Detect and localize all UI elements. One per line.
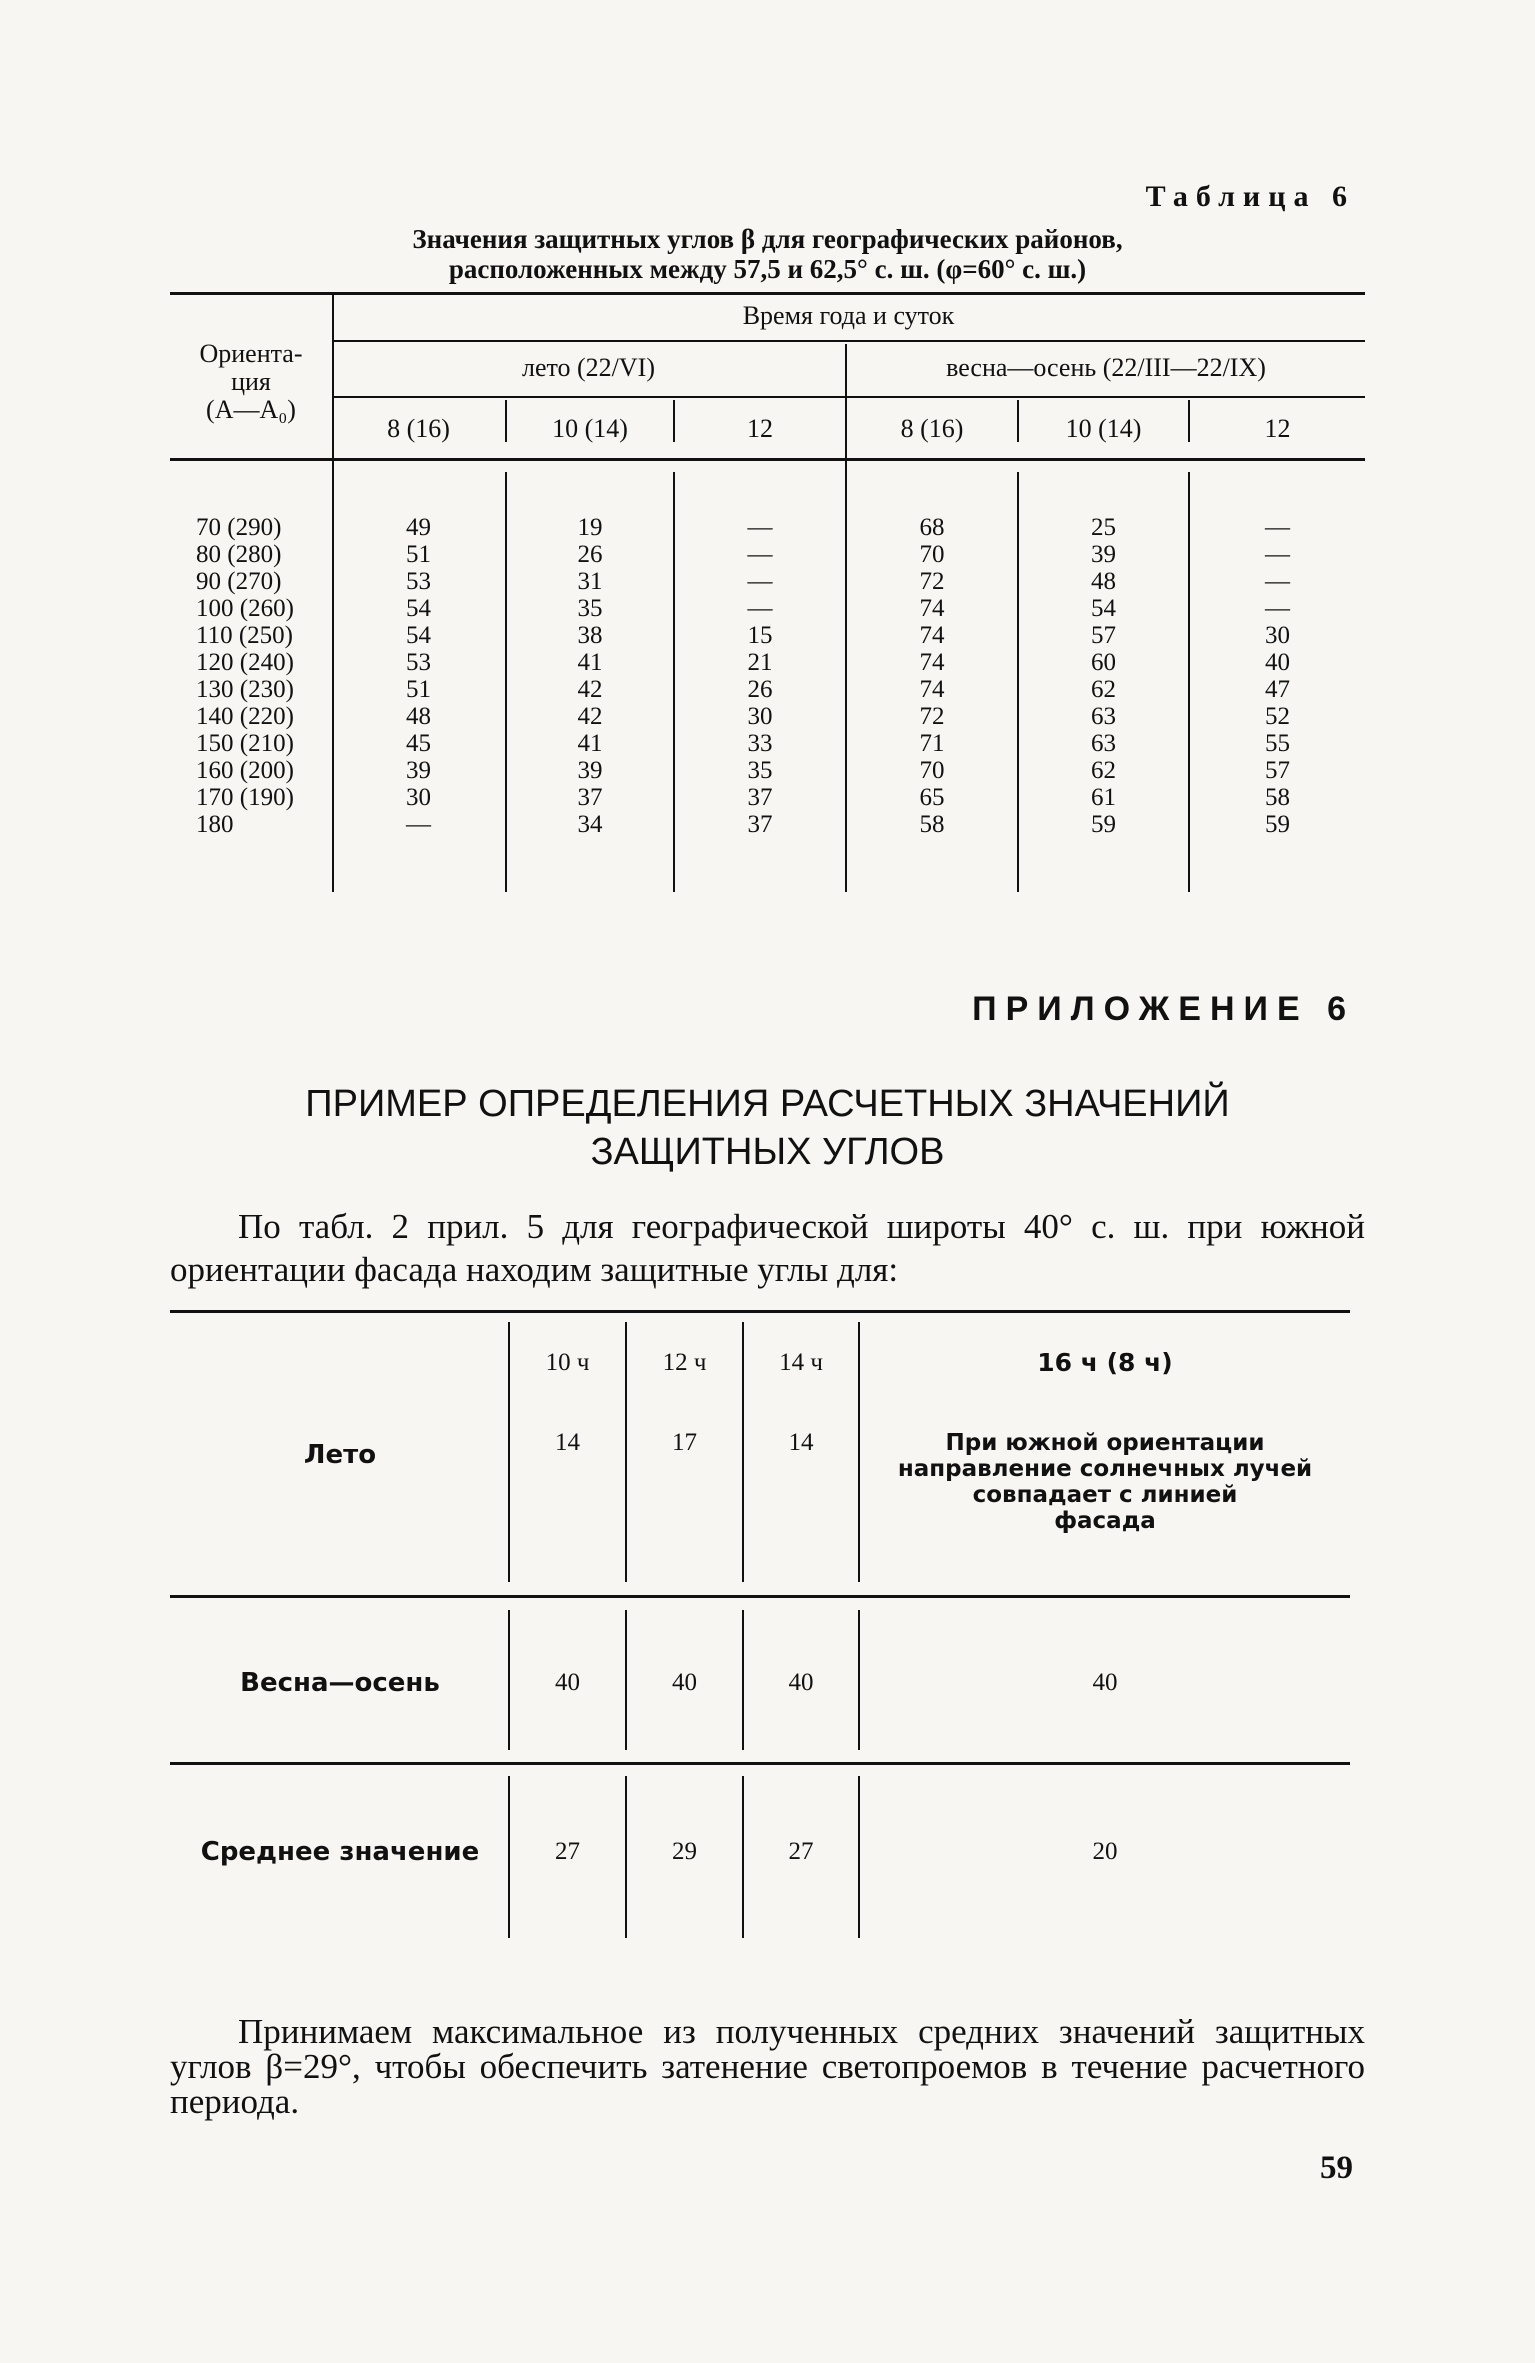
value-cell: 35 (577, 595, 603, 622)
row-label-average: Среднее значение (200, 1837, 480, 1867)
value-cell: 71 (919, 730, 945, 757)
hour-header: 10 (14) (1065, 414, 1142, 443)
value-cell: 54 (406, 595, 431, 622)
value-cell: 29 (672, 1838, 697, 1865)
value-cell: 40 (1092, 1669, 1118, 1696)
value-cell: — (747, 514, 773, 541)
value-cell: 27 (555, 1838, 580, 1865)
data-column-summer-12 (675, 514, 845, 838)
orientation-cell: 70 (290) (196, 514, 282, 541)
caption-line-2: расположенных между 57,5 и 62,5° с. ш. (φ=60° с. ш.) (448, 254, 1087, 284)
orientation-cell: 160 (200) (196, 757, 294, 784)
value-cell: 63 (1091, 703, 1116, 730)
value-cell: 34 (577, 811, 603, 838)
value-cell: — (406, 811, 431, 838)
value-cell: 40 (788, 1669, 814, 1696)
row-label-spring-autumn: Весна—осень (240, 1668, 440, 1698)
value-cell: 39 (577, 757, 603, 784)
table-caption (170, 224, 1365, 284)
caption-line-1: Значения защитных углов β для географических районов, (412, 224, 1123, 254)
value-cell: 21 (747, 649, 773, 676)
orientation-header (170, 340, 332, 424)
value-cell: 53 (406, 568, 431, 595)
value-cell: 40 (555, 1669, 580, 1696)
value-cell: 74 (919, 595, 945, 622)
orientation-cell: 110 (250) (196, 622, 293, 649)
value-cell: 60 (1091, 649, 1116, 676)
value-cell: 41 (577, 730, 603, 757)
value-cell: — (1265, 541, 1290, 568)
hour-header: 10 (14) (552, 414, 628, 443)
value-cell: 30 (1265, 622, 1290, 649)
value-cell: 27 (788, 1838, 814, 1865)
page-number: 59 (1320, 2150, 1353, 2186)
value-cell: — (1265, 568, 1290, 595)
value-cell: 25 (1091, 514, 1116, 541)
orientation-cell: 140 (220) (196, 703, 294, 730)
orientation-cell: 120 (240) (196, 649, 294, 676)
value-cell: 74 (919, 622, 945, 649)
value-cell: 42 (577, 676, 603, 703)
value-cell: 53 (406, 649, 431, 676)
column-header: 14 ч (779, 1349, 823, 1376)
orientation-header-line-3: (А—А₀) (206, 395, 296, 424)
orientation-cell: 150 (210) (196, 730, 294, 757)
data-column-summer-8 (332, 514, 505, 838)
angles-table (170, 1310, 1365, 1938)
orientation-column (196, 514, 332, 838)
hour-header: 8 (16) (387, 414, 450, 443)
value-cell: — (1265, 514, 1290, 541)
value-cell: 57 (1265, 757, 1290, 784)
orientation-header-line-2: ция (231, 367, 271, 396)
hour-header: 12 (747, 414, 773, 443)
value-cell: 26 (747, 676, 773, 703)
value-cell: 52 (1265, 703, 1290, 730)
appendix-label: ПРИЛОЖЕНИЕ 6 (972, 990, 1355, 1028)
data-column-spring-12 (1190, 514, 1365, 838)
orientation-cell: 170 (190) (196, 784, 294, 811)
value-cell: 20 (1092, 1838, 1118, 1865)
value-cell: — (747, 595, 773, 622)
value-cell: 41 (577, 649, 603, 676)
value-cell: 54 (1091, 595, 1116, 622)
value-cell: 74 (919, 676, 945, 703)
value-cell: 49 (406, 514, 431, 541)
value-cell: 59 (1265, 811, 1290, 838)
value-cell: 70 (919, 757, 945, 784)
value-cell: 39 (406, 757, 431, 784)
hour-header: 8 (16) (900, 414, 964, 443)
summer-note-line-2: направление солнечных лучей (897, 1456, 1313, 1482)
orientation-cell: 180 (196, 811, 234, 838)
value-cell: 55 (1265, 730, 1290, 757)
orientation-cell: 130 (230) (196, 676, 294, 703)
value-cell: 62 (1091, 757, 1116, 784)
value-cell: 35 (747, 757, 773, 784)
orientation-cell: 80 (280) (196, 541, 282, 568)
value-cell: 14 (788, 1429, 814, 1456)
appendix-title (170, 1080, 1365, 1176)
value-cell: 57 (1091, 622, 1116, 649)
value-cell: 30 (406, 784, 431, 811)
value-cell: 51 (406, 541, 431, 568)
value-cell: 19 (577, 514, 603, 541)
value-cell: — (747, 541, 773, 568)
value-cell: 74 (919, 649, 945, 676)
value-cell: 42 (577, 703, 603, 730)
value-cell: 17 (672, 1429, 697, 1456)
value-cell: 48 (1091, 568, 1116, 595)
value-cell: 70 (919, 541, 945, 568)
table-label: Таблица 6 (1145, 180, 1355, 213)
value-cell: 59 (1091, 811, 1116, 838)
column-header: 16 ч (8 ч) (1037, 1348, 1173, 1377)
value-cell: 31 (577, 568, 603, 595)
value-cell: — (1265, 595, 1290, 622)
value-cell: 58 (919, 811, 945, 838)
value-cell: 39 (1091, 541, 1116, 568)
value-cell: 63 (1091, 730, 1116, 757)
value-cell: 38 (577, 622, 603, 649)
orientation-cell: 100 (260) (196, 595, 294, 622)
value-cell: 37 (747, 784, 773, 811)
summer-note (860, 1430, 1350, 1534)
summer-note-line-4: фасада (1054, 1508, 1156, 1534)
value-cell: 33 (747, 730, 773, 757)
value-cell: 37 (747, 811, 773, 838)
value-cell: 26 (577, 541, 603, 568)
value-cell: 15 (747, 622, 773, 649)
value-cell: 72 (919, 703, 945, 730)
summer-note-line-3: совпадает с линией (972, 1482, 1238, 1508)
conclusion-paragraph: Принимаем максимальное из полученных средних значений защитных углов β=29°, чтобы обеспечить затенение светопроемов в течение расчетного периода. (170, 2012, 1365, 2121)
value-cell: 68 (919, 514, 945, 541)
value-cell: 72 (919, 568, 945, 595)
value-cell: 45 (406, 730, 431, 757)
value-cell: 58 (1265, 784, 1290, 811)
summer-note-line-1: При южной ориентации (945, 1430, 1265, 1456)
value-cell: 47 (1265, 676, 1290, 703)
spring-autumn-header: весна—осень (22/III—22/IX) (946, 353, 1266, 382)
value-cell: 40 (672, 1669, 697, 1696)
value-cell: — (747, 568, 773, 595)
value-cell: 54 (406, 622, 431, 649)
intro-paragraph: По табл. 2 прил. 5 для географической широты 40° с. ш. при южной ориентации фасада находим защитные углы для: (170, 1207, 1365, 1289)
value-cell: 14 (555, 1429, 580, 1456)
data-column-spring-8 (847, 514, 1017, 838)
value-cell: 48 (406, 703, 431, 730)
hour-header: 12 (1264, 414, 1291, 443)
column-header: 12 ч (662, 1349, 707, 1376)
value-cell: 30 (747, 703, 773, 730)
value-cell: 65 (919, 784, 945, 811)
column-header: 10 ч (545, 1349, 590, 1376)
value-cell: 51 (406, 676, 431, 703)
orientation-header-line-1: Ориента- (199, 339, 303, 368)
value-cell: 61 (1091, 784, 1116, 811)
time-header: Время года и суток (742, 301, 955, 330)
orientation-cell: 90 (270) (196, 568, 282, 595)
value-cell: 37 (577, 784, 603, 811)
appendix-title-line-1: ПРИМЕР ОПРЕДЕЛЕНИЯ РАСЧЕТНЫХ ЗНАЧЕНИЙ (305, 1083, 1230, 1125)
summer-header: лето (22/VI) (521, 353, 655, 382)
value-cell: 62 (1091, 676, 1116, 703)
row-label-summer: Лето (303, 1440, 377, 1470)
appendix-title-line-2: ЗАЩИТНЫХ УГЛОВ (590, 1131, 945, 1173)
data-column-spring-10 (1019, 514, 1188, 838)
table-6 (170, 292, 1365, 892)
data-column-summer-10 (507, 514, 673, 838)
value-cell: 40 (1265, 649, 1290, 676)
